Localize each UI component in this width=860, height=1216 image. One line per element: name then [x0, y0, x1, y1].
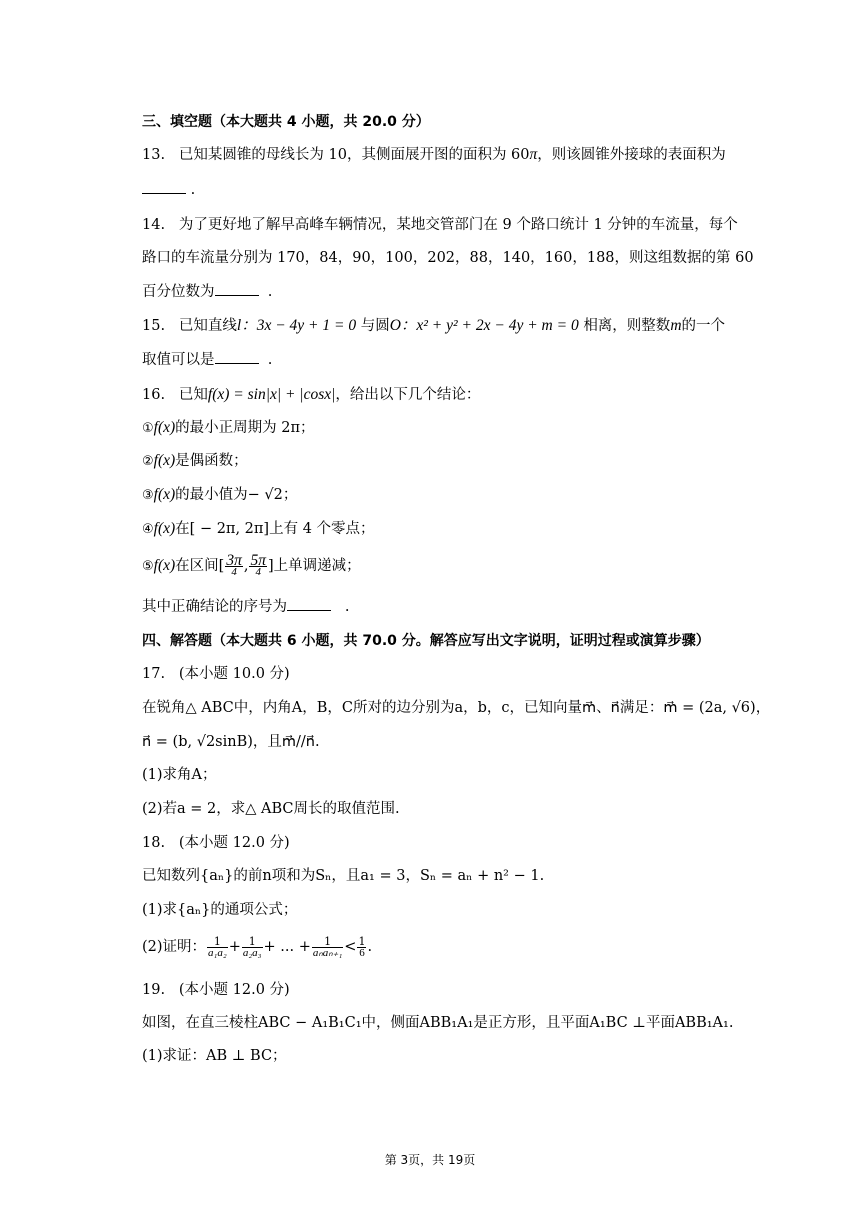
fraction-term-2: $\frac{1}{\text{a₂a₃}}$ — [242, 934, 262, 959]
fraction-3pi-4: $\frac{3\pi}{4}$ — [226, 551, 242, 578]
question-18-header — [142, 833, 290, 853]
question-text: 与圆 — [360, 318, 390, 334]
question-13 — [142, 145, 726, 165]
period: . — [190, 182, 196, 198]
conclusion-text: 是偶函数； — [175, 453, 248, 469]
conclusion-5: ⑤f(x)在区间[ $\frac{3\pi}{4}$ , $\frac{5\pi}{4}$ ]上单调递减； — [142, 551, 361, 578]
question-number: 13. — [142, 147, 166, 163]
question-number: 19. — [142, 982, 166, 998]
question-18-part-2: (2)证明： $\frac{1}{\text{a₁a₂}}$ + $\frac{1}{\text{a₂a₃}}$ + ... + $\frac{1}{\text{aₙaₙ₊₁}}$ < $\frac{1}{6}$ . — [142, 934, 373, 959]
answer-blank — [142, 181, 186, 194]
conclusion-text: 的最小正周期为 2π； — [175, 420, 315, 436]
question-16 — [142, 385, 480, 405]
conclusion-text: ]上单调递减； — [267, 558, 361, 574]
conclusion-3 — [142, 485, 297, 506]
conclusion-text: 的最小值为− √2； — [175, 487, 298, 503]
question-text: 已知直线 — [178, 318, 237, 334]
question-13-answer-line — [142, 180, 195, 200]
question-14 — [142, 215, 738, 235]
question-15-line-2 — [142, 350, 272, 370]
conclusion-text: 在区间[ — [175, 558, 225, 574]
question-17-header — [142, 664, 290, 684]
question-17-part-2: (2)若a = 2，求△ ABC周长的取值范围. — [142, 801, 400, 817]
conclusion-1 — [142, 418, 315, 439]
fraction-5pi-4: $\frac{5\pi}{4}$ — [250, 551, 266, 578]
answer-blank — [287, 598, 331, 611]
period: . — [267, 284, 273, 300]
question-17-line-2: n⃗ = (b, √2sinB)，且m⃗//n⃗. — [142, 734, 320, 750]
circled-number: ④ — [142, 522, 154, 537]
question-score: (本小题 12.0 分) — [178, 982, 290, 998]
question-text-cont: ，则该圆锥外接球的表面积为 — [537, 147, 726, 163]
page-footer: 第 3页，共 19页 — [384, 1153, 476, 1167]
section-title-fill-in: 三、填空题（本大题共 4 小题，共 20.0 分） — [142, 114, 430, 130]
question-score: (本小题 12.0 分) — [178, 835, 290, 851]
question-number: 17. — [142, 666, 166, 682]
question-number: 15. — [142, 318, 166, 334]
period: . — [267, 352, 273, 368]
question-text: 百分位数为 — [142, 284, 215, 300]
conclusion-4 — [142, 519, 375, 540]
question-text: 其中正确结论的序号为 — [142, 599, 287, 615]
pi-symbol: π — [529, 146, 538, 163]
circled-number: ② — [142, 454, 154, 469]
section-title-solve: 四、解答题（本大题共 6 小题，共 70.0 分。解答应写出文字说明，证明过程或演算步骤） — [142, 633, 710, 649]
conclusion-text: 在[ − 2π, 2π]上有 4 个零点； — [175, 521, 375, 537]
function-fx: f(x) — [153, 452, 176, 469]
question-text: 为了更好地了解早高峰车辆情况，某地交管部门在 9 个路口统计 1 分钟的车流量，每个 — [178, 217, 738, 233]
function-fx: f(x) — [153, 419, 176, 436]
question-18-part-1: (1)求{aₙ}的通项公式； — [142, 902, 298, 918]
question-15 — [142, 316, 725, 336]
line-equation: l：3x − 4y + 1 = 0 — [236, 317, 357, 334]
variable-m: m — [670, 317, 682, 334]
answer-blank — [215, 351, 259, 364]
question-14-line-2: 路口的车流量分别为 170，84，90，100，202，88，140，160，188，则这组数据的第 60 — [142, 250, 754, 266]
circled-number: ① — [142, 421, 154, 436]
question-score: (本小题 10.0 分) — [178, 666, 290, 682]
question-19-header — [142, 980, 290, 1000]
question-text: 已知 — [178, 387, 208, 403]
fraction-term-1: $\frac{1}{\text{a₁a₂}}$ — [208, 934, 227, 959]
question-19-part-1: (1)求证：AB ⊥ BC； — [142, 1048, 287, 1064]
question-text: 取值可以是 — [142, 352, 215, 368]
function-fx: f(x) — [153, 520, 176, 537]
answer-blank — [215, 283, 259, 296]
conclusion-2 — [142, 451, 248, 472]
period: . — [344, 599, 350, 615]
question-number: 16. — [142, 387, 166, 403]
function-fx: f(x) — [153, 486, 176, 503]
question-16-ask — [142, 597, 349, 617]
question-number: 18. — [142, 835, 166, 851]
question-text: 已知某圆锥的母线长为 10，其侧面展开图的面积为 60 — [178, 147, 530, 163]
circled-number: ③ — [142, 488, 154, 503]
question-text: 的一个 — [681, 318, 726, 334]
circle-equation: O：x² + y² + 2x − 4y + m = 0 — [389, 317, 579, 334]
fraction-term-n: $\frac{1}{\text{aₙaₙ₊₁}}$ — [312, 934, 343, 959]
question-text: 相离，则整数 — [583, 318, 671, 334]
question-number: 14. — [142, 217, 166, 233]
question-text: ，给出以下几个结论： — [335, 387, 481, 403]
function-definition: f(x) = sin|x| + |cosx| — [207, 386, 336, 403]
circled-number: ⑤ — [142, 559, 154, 574]
question-17-line-1: 在锐角△ ABC中，内角A，B，C所对的边分别为a，b，c，已知向量m⃗、n⃗满足：m⃗ = (2a, √6)， — [142, 700, 771, 716]
question-17-part-1: (1)求角A； — [142, 767, 217, 783]
fraction-one-sixth: $\frac{1}{6}$ — [358, 934, 366, 959]
function-fx: f(x) — [153, 557, 176, 574]
question-19-line-1: 如图，在直三棱柱ABC − A₁B₁C₁中，侧面ABB₁A₁是正方形，且平面A₁BC ⊥平面ABB₁A₁. — [142, 1015, 734, 1031]
question-14-line-3 — [142, 282, 272, 302]
question-18-line-1: 已知数列{aₙ}的前n项和为Sₙ，且a₁ = 3，Sₙ = aₙ + n² − 1. — [142, 868, 545, 884]
